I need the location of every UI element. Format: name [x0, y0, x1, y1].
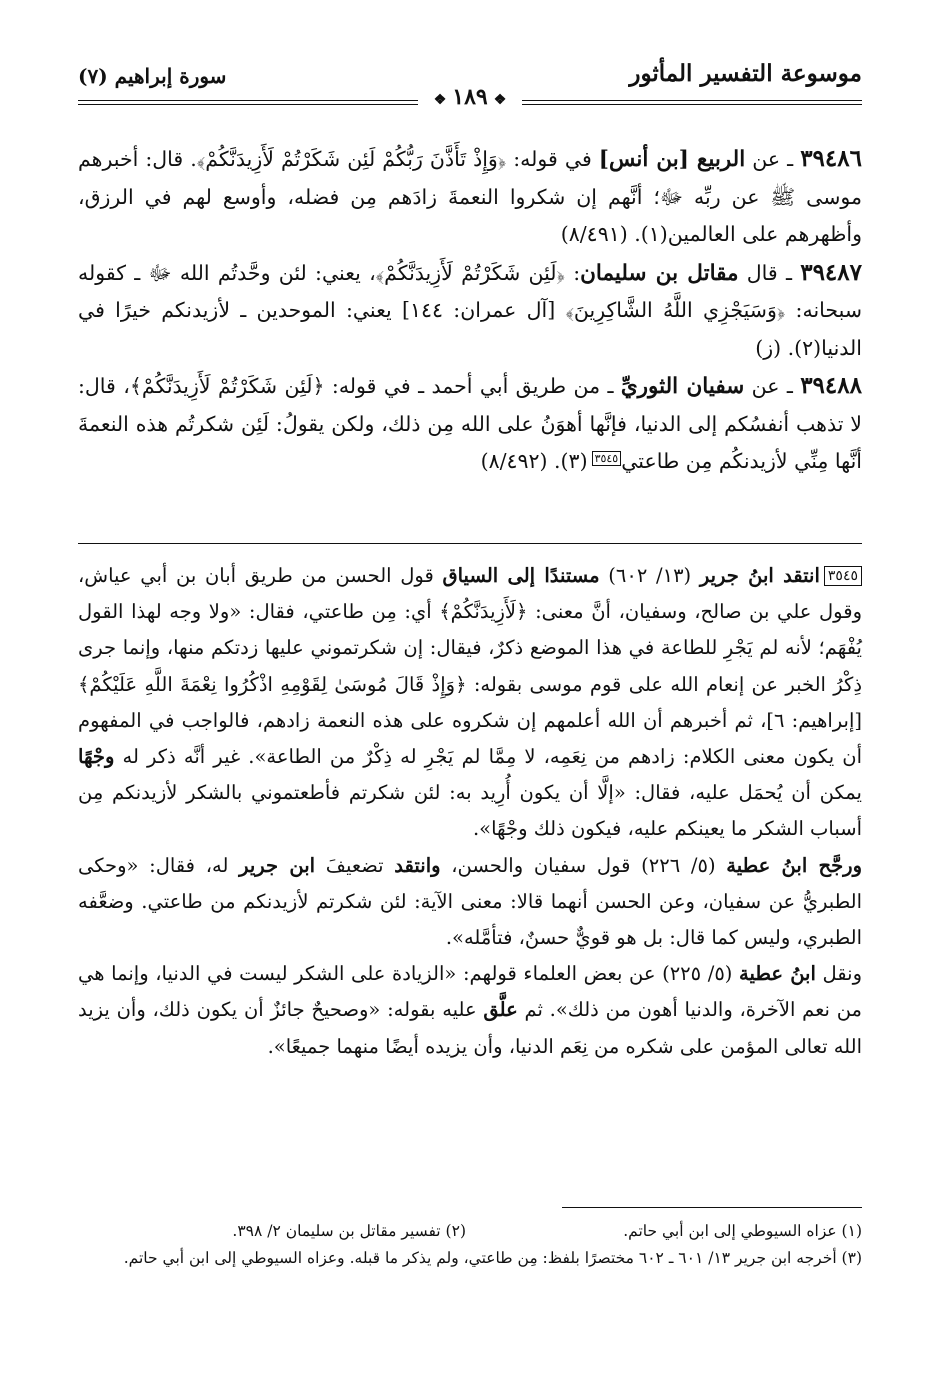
commentary-text: (٥/ ٢٢٦) قول سفيان والحسن،: [440, 853, 727, 877]
bold-phrase: انتقد ابنُ جرير: [699, 564, 820, 587]
narration-number: ٣٩٤٨٦: [800, 145, 862, 172]
bold-phrase: ورجَّح ابنُ عطية: [726, 853, 862, 877]
commentary-text: تضعيفَ: [315, 853, 395, 877]
narration-pre: ـ قال: [738, 260, 801, 285]
bold-phrase: وجْهًا: [78, 745, 115, 769]
page-header: [78, 58, 862, 110]
footnote-row: [78, 1218, 862, 1245]
commentary-ref-box: ٣٥٤٥: [592, 451, 622, 466]
book-title: موسوعة التفسير المأثور: [629, 60, 862, 87]
footnote-rule: [562, 1207, 862, 1208]
commentary-text: (٥/ ٢٢٥) عن بعض العلماء قولهم: «الزيادة على الشكر ليست في الدنيا، وإنما هي من نعم الآخرة، والدنيا أهون من ذلك». ثم: [78, 962, 862, 1022]
bold-phrase: وانتقد: [394, 853, 441, 877]
narration: [78, 254, 862, 368]
bold-phrase: ابنُ عطية: [739, 962, 816, 986]
bold-phrase: علَّق: [483, 998, 518, 1022]
bold-phrase: ابن جرير: [239, 853, 316, 877]
narrator-name: مقاتل بن سليمان: [580, 260, 739, 286]
commentary-text: قول الحسن من طريق أبان بن أبي عياش، وقول علي بن صالح، وسفيان، أنَّ معنى: ﴿لَأَزِيدَنَّكُمْ﴾ أي: مِن طاعتي، فقال: «ولا وجه لهذا القول يُفْهَم؛ لأنه لم يَجْرِ للطاعة في هذا الموضع ذكرٌ، فيقال: إن شكرتموني عليها زدتكم منها، وإنما جرى ذِكْرُ الخبر عن إنعام الله على قوم موسى بقوله: ﴿وَإِذْ قَالَ مُوسَىٰ لِقَوْمِهِ اذْكُرُوا نِعْمَةَ اللَّهِ عَلَيْكُمْ﴾ [إبراهيم: ٦]، ثم أخبرهم أن الله أعلمهم إن شكروه على هذه النعمة زادهم، فالواجب في المفهوم أن يكون معنى الكلام: زادهم من نِعَمِه، لا مِمَّا لم يَجْرِ له ذِكْرٌ من الطاعة». غير أنَّه ذكر له: [78, 564, 863, 769]
commentary-text: له، فقال: «وحكى الطبريُّ عن سفيان، وعن الحسن أنهما قالا: معنى الآية: لئن شكرتم لأزيدنكم من طاعتي. وضعَّفه الطبري، وليس كما قال: بل هو قويٌّ حسنٌ، فتأمَّله».: [78, 853, 862, 950]
commentary-number-box: ٣٥٤٥: [824, 566, 862, 586]
narration-number: ٣٩٤٨٨: [800, 372, 862, 399]
narration-pre: ـ عن: [745, 147, 801, 171]
section-divider: [78, 543, 862, 544]
commentary-text: يمكن أن يُحمَل عليه، فقال: «إلَّا أن يكون أُرِيد به: لئن شكرتم فأطعتموني بالشكر لأزيدنكم مِن أسباب الشكر ما يعينكم عليه، فيكون ذلك وجْهًا».: [78, 781, 862, 841]
commentary-paragraph: [78, 848, 862, 957]
narration-pre: ـ عن: [744, 374, 801, 398]
footnote-3: (٣) أخرجه ابن جرير ١٣/ ٦٠١ ـ ٦٠٢ مختصرًا بلفظ: مِن طاعتي، ولم يذكر ما قبله. وعزاه السيوطي إلى ابن أبي حاتم.: [123, 1249, 862, 1267]
narration-text: ـ من طريق أبي أحمد ـ في قوله: ﴿لَئِن شَكَرْتُمْ لَأَزِيدَنَّكُمْ﴾، قال: لا تذهب أنفسُكم إلى الدنيا، فإنَّها أهوَنُ على الله مِن ذلك، ولكن يقولُ: لَئِن شكرتُم هذه النعمةَ أنَّها مِنِّي لأزيدنكُم مِن طاعتي: [78, 374, 862, 473]
commentary-paragraph: [78, 558, 862, 848]
footnote-1: (١) عزاه السيوطي إلى ابن أبي حاتم.: [623, 1222, 862, 1240]
narration-text: في قوله: ﴿وَإِذْ تَأَذَّنَ رَبُّكُمْ لَئِن شَكَرْتُمْ لَأَزِيدَنَّكُمْ﴾. قال: أخبرهم موسى ﷺ عن ربِّه ﷻ؛ أنَّهم إن شكروا النعمةَ زادَهم مِن فضله، وأوسع لهم في الرزق، وأظهرهم على العالمين(١). (٨/٤٩١): [78, 147, 862, 246]
narration-number: ٣٩٤٨٧: [800, 258, 862, 286]
commentary-text: ونقل: [815, 962, 862, 986]
narrator-name: سفيان الثوريِّ: [620, 374, 745, 399]
page-number: [78, 84, 862, 110]
surah-title: سورة إبراهيم (٧): [78, 64, 227, 88]
narrator-name: الربيع [بن أنس]: [598, 147, 746, 172]
narration-tail: (٣). (٨/٤٩٢): [480, 449, 588, 473]
narration: [78, 140, 862, 254]
bold-phrase: مستندًا إلى السياق: [442, 564, 600, 587]
ornament-icon: ❖: [493, 92, 507, 108]
commentary-text: (١٣/ ٦٠٢): [599, 564, 700, 587]
commentary: [78, 558, 862, 1065]
footnote-2: (٢) تفسير مقاتل بن سليمان ٢/ ٣٩٨.: [232, 1222, 466, 1240]
narration-text: : ﴿لَئِن شَكَرْتُمْ لَأَزِيدَنَّكُمْ﴾، يعني: لئن وحَّدتُم الله ﷻ ـ كقوله سبحانه: ﴿وَسَيَجْزِي اللَّهُ الشَّاكِرِينَ﴾ [آل عمران: ١٤٤] يعني: الموحدين ـ لأزيدنكم خيرًا في الدنيا(٢). (ز): [78, 260, 862, 360]
commentary-text: عليه بقوله: «وصحيحٌ جائزٌ أن يكون ذلك، وأن يزيد الله تعالى المؤمن على شكره من نِعَم الدنيا، وأن يزيده أيضًا منهما جميعًا».: [78, 998, 862, 1058]
ornament-icon: ❖: [433, 92, 447, 108]
narrations: [78, 140, 862, 481]
commentary-paragraph: [78, 956, 862, 1065]
footnotes: [78, 1218, 862, 1272]
narration: [78, 367, 862, 481]
page-number-value: ١٨٩: [452, 84, 488, 110]
